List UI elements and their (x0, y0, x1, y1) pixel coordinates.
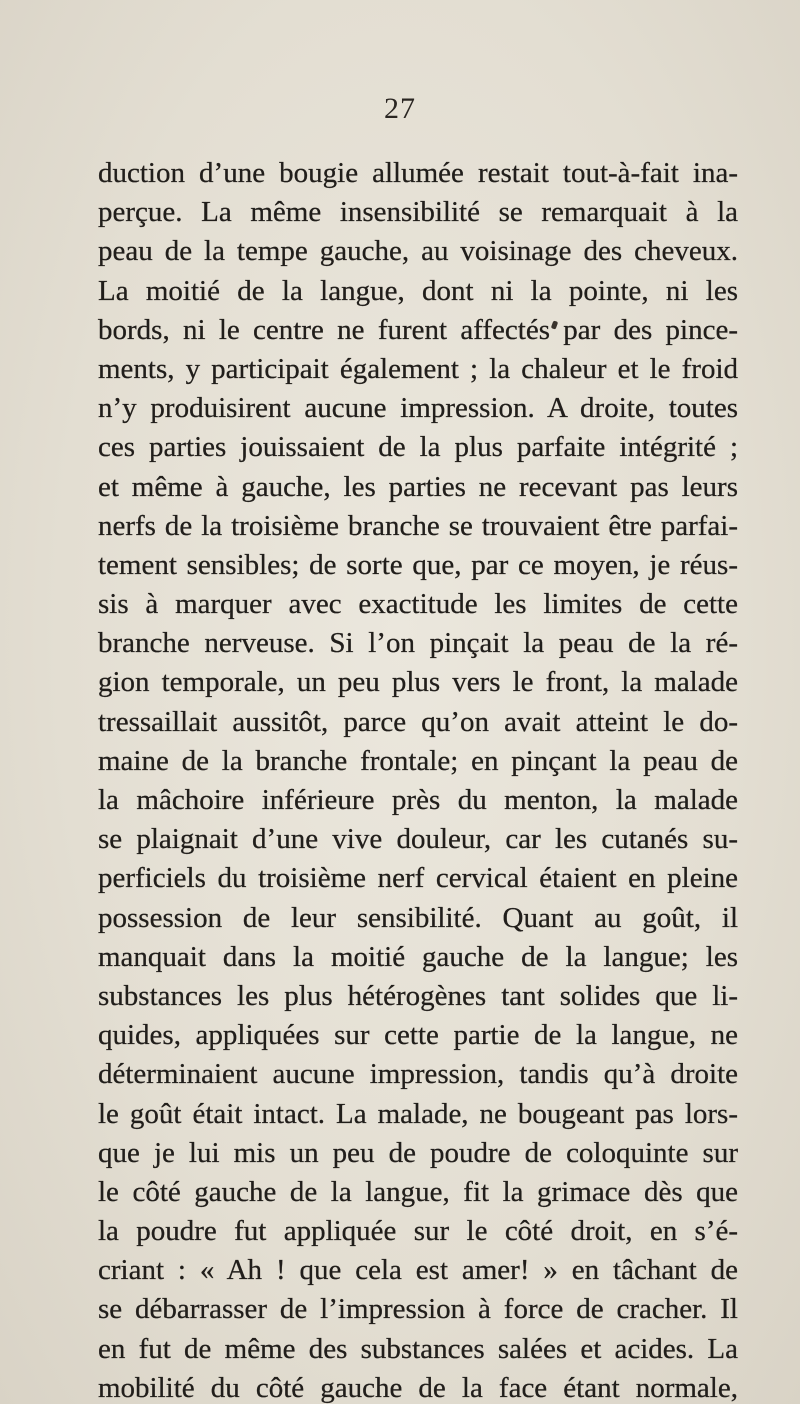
text-line: substances les plus hétérogènes tant solides que li- (98, 979, 738, 1012)
text-line: La moitié de la langue, dont ni la pointe, ni les (98, 274, 738, 307)
text-line: en fut de même des substances salées et acides. La (98, 1332, 738, 1365)
text-line: criant : « Ah ! que cela est amer! » en tâchant de (98, 1254, 738, 1287)
text-line: mobilité du côté gauche de la face étant normale, (98, 1371, 738, 1404)
text-line: et même à gauche, les parties ne recevant pas leurs (98, 470, 738, 503)
text-line: nerfs de la troisième branche se trouvaient être parfai- (98, 509, 738, 542)
text-line: ments, y participait également ; la chaleur et le froid (98, 352, 738, 385)
text-line: ces parties jouissaient de la plus parfaite intégrité ; (98, 431, 738, 464)
text-line: manquait dans la moitié gauche de la langue; les (98, 940, 738, 973)
text-line: se débarrasser de l’impression à force de cracher. Il (98, 1293, 738, 1326)
text-line: possession de leur sensibilité. Quant au goût, il (98, 901, 738, 934)
text-line: gion temporale, un peu plus vers le front, la malade (98, 666, 738, 699)
text-line: sis à marquer avec exactitude les limites de cette (98, 588, 738, 621)
text-line: branche nerveuse. Si l’on pinçait la peau de la ré- (98, 627, 738, 660)
text-line: n’y produisirent aucune impression. A droite, toutes (98, 392, 738, 425)
text-line: perçue. La même insensibilité se remarquait à la (98, 196, 738, 229)
text-line: quides, appliquées sur cette partie de la langue, ne (98, 1019, 738, 1052)
text-line: bords, ni le centre ne furent affectés par des pince- (98, 313, 738, 346)
text-line: maine de la branche frontale; en pinçant la peau de (98, 744, 738, 777)
text-line: perficiels du troisième nerf cervical étaient en pleine (98, 862, 738, 895)
text-line: le goût était intact. La malade, ne bougeant pas lors- (98, 1097, 738, 1130)
text-line: tement sensibles; de sorte que, par ce moyen, je réus- (98, 548, 738, 581)
page-number: 27 (384, 92, 416, 125)
text-line: duction d’une bougie allumée restait tout-à-fait ina- (98, 157, 738, 189)
text-line: la poudre fut appliquée sur le côté droit, en s’é- (98, 1215, 738, 1248)
text-line: la mâchoire inférieure près du menton, la malade (98, 784, 738, 816)
text-line: se plaignait d’une vive douleur, car les cutanés su- (98, 823, 738, 856)
text-line: que je lui mis un peu de poudre de coloquinte sur (98, 1136, 738, 1169)
text-line: déterminaient aucune impression, tandis qu’à droite (98, 1058, 738, 1091)
text-line: le côté gauche de la langue, fit la grimace dès que (98, 1175, 738, 1208)
body-text (98, 154, 738, 1404)
text-line: tressaillait aussitôt, parce qu’on avait atteint le do- (98, 705, 738, 738)
text-line: peau de la tempe gauche, au voisinage des cheveux. (98, 235, 738, 268)
